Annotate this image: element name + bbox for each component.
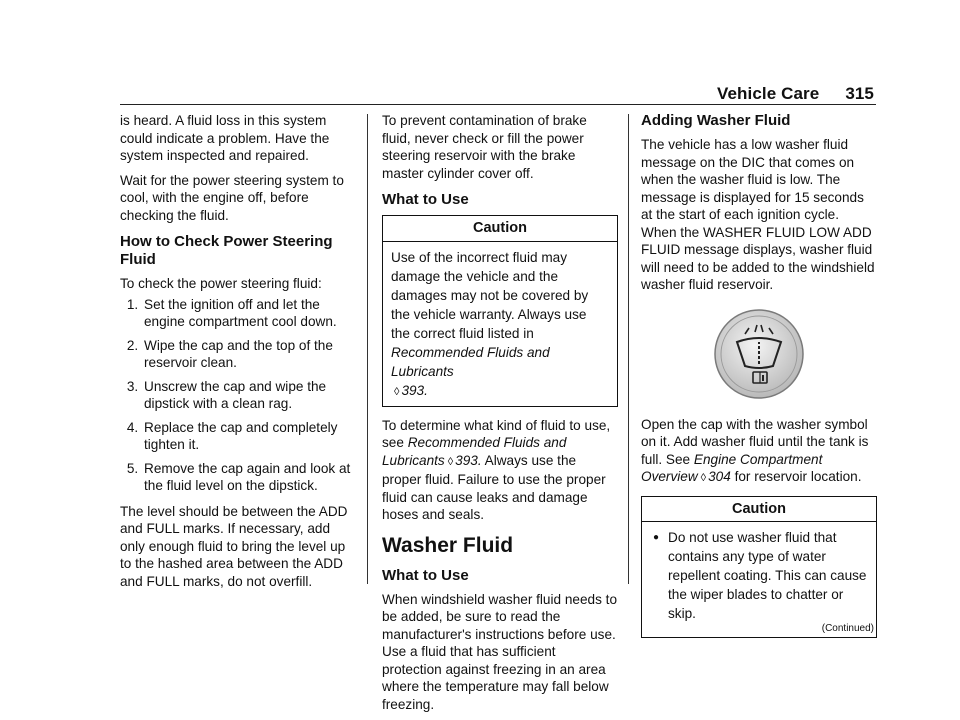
paragraph: To check the power steering fluid:: [120, 276, 322, 291]
column-divider: [628, 114, 629, 584]
list-item: ● Do not use washer fluid that contains any type of water repellent coating. This can cause the wiper blades to chatter or skip.: [668, 528, 868, 623]
caution-body: [383, 242, 617, 406]
list-item: 4. Replace the cap and completely tighten it.: [142, 419, 356, 454]
paragraph: Open the cap with the washer symbol on it. Add washer fluid until the tank is full. See Engine Compartment Overview ◊ 304 for reservoir location.: [641, 416, 869, 484]
page-number: 315: [845, 84, 874, 103]
caution-body: [642, 522, 876, 623]
paragraph: To prevent contamination of brake fluid, never check or fill the power steering reservoir with the brake master cylinder cover off.: [382, 113, 587, 181]
column-left: [120, 112, 356, 597]
continued-label: (Continued): [821, 623, 874, 634]
heading-what-to-use: What to Use: [382, 566, 469, 584]
caution-title: Caution: [383, 216, 617, 242]
caution-list: [650, 528, 868, 623]
column-middle: [382, 112, 618, 720]
cross-reference-link[interactable]: Recommended Fluids and Lubricants: [382, 435, 567, 468]
caution-title: Caution: [642, 497, 876, 523]
paragraph: The level should be between the ADD and FULL marks. If necessary, add only enough fluid to bring the level up to the hashed area between the ADD and FULL marks, do not overfill.: [120, 503, 348, 589]
cross-reference-link[interactable]: Recommended Fluids and Lubricants: [391, 344, 550, 379]
column-right: [641, 112, 877, 648]
steps-list: [120, 296, 356, 495]
paragraph: To determine what kind of fluid to use, see Recommended Fluids and Lubricants ◊ 393. Always use the proper fluid. Failure to use the proper fluid can cause leaks and damage hoses and seals.: [382, 417, 611, 522]
caution-box: [382, 215, 618, 407]
paragraph: The vehicle has a low washer fluid message on the DIC that comes on when the washer fluid is low. The message is displayed for 15 seconds at the start of each ignition cycle. When the WASHER FLUID LOW ADD FLUID message displays, washer fluid will need to be added to the windshield washer fluid reservoir.: [641, 137, 875, 292]
heading-washer-fluid: Washer Fluid: [382, 533, 514, 557]
page-ref-icon: ◊: [700, 472, 707, 484]
page-ref[interactable]: 393.: [455, 452, 482, 468]
caution-box: [641, 496, 877, 639]
list-item: 1. Set the ignition off and let the engine compartment cool down.: [142, 296, 356, 331]
page-ref-icon: ◊: [394, 385, 400, 398]
washer-symbol-figure: [641, 304, 877, 404]
list-item: 2. Wipe the cap and the top of the reservoir clean.: [142, 337, 356, 372]
section-title: Vehicle Care: [717, 84, 820, 103]
washer-fluid-cap-icon: [709, 304, 809, 404]
paragraph: is heard. A fluid loss in this system could indicate a problem. Have the system inspected and repaired.: [120, 113, 330, 163]
list-item: 3. Unscrew the cap and wipe the dipstick with a clean rag.: [142, 378, 356, 413]
caution-text: Use of the incorrect fluid may damage the vehicle and the damages may not be covered by the vehicle warranty. Always use the correct fluid listed in: [391, 249, 589, 341]
heading-what-to-use: What to Use: [382, 191, 469, 208]
header-rule: [120, 104, 876, 105]
page-ref[interactable]: 393.: [401, 382, 428, 398]
paragraph: When windshield washer fluid needs to be added, be sure to read the manufacturer's instructions before use. Use a fluid that has sufficient protection against freezing in an area where the temperature may fall below freezing.: [382, 591, 618, 712]
column-divider: [367, 114, 368, 584]
page-ref[interactable]: 304: [708, 469, 731, 484]
cross-reference-link[interactable]: Engine Compartment Overview: [641, 451, 823, 484]
page-ref-icon: ◊: [447, 455, 454, 468]
page-header: [717, 84, 874, 104]
heading-adding-washer-fluid: Adding Washer Fluid: [641, 112, 791, 129]
heading-check-power-steering: How to Check Power Steering Fluid: [120, 233, 333, 268]
list-item: 5. Remove the cap again and look at the fluid level on the dipstick.: [142, 460, 356, 495]
paragraph: Wait for the power steering system to cool, with the engine off, before checking the fluid.: [120, 172, 344, 223]
